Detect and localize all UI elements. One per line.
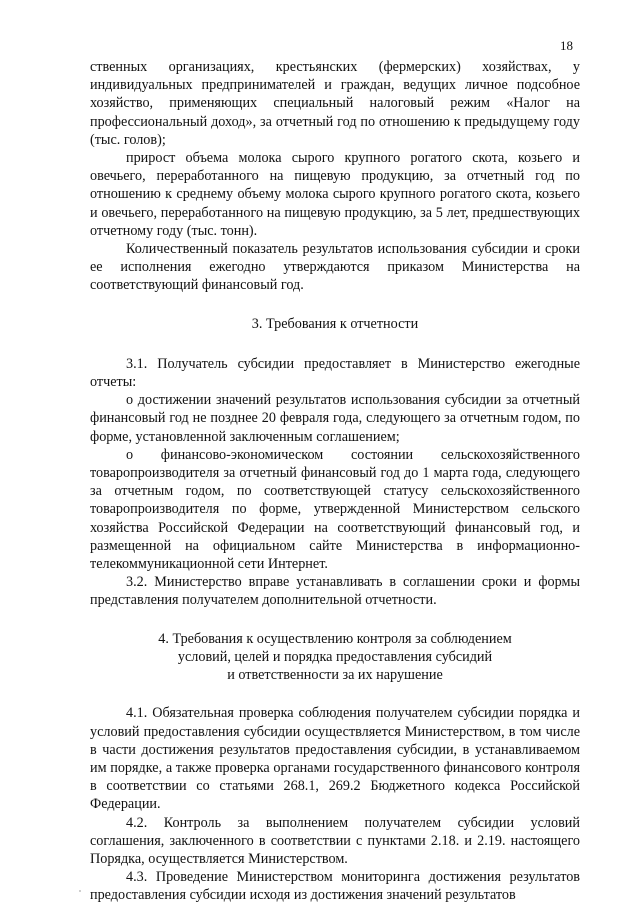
paragraph-continuation: ственных организациях, крестьянских (фермерских) хозяйствах, у индивидуальных предпринимателей и граждан, ведущих личное подсобное хозяйство, применяющих специальный налоговый режим «Налог на профессиональный доход», за отчетный год по отношению к предыдущему году (тыс. голов); bbox=[90, 59, 580, 148]
section-4-title-line: условий, целей и порядка предоставления субсидий bbox=[177, 648, 493, 665]
paragraph-3-2: 3.2. Министерство вправе устанавливать в соглашении сроки и формы представления получателем дополнительной отчетности. bbox=[90, 574, 580, 609]
paragraph-3-1: 3.1. Получатель субсидии предоставляет в Министерство ежегодные отчеты: bbox=[90, 355, 580, 391]
section-3-title: 3. Требования к отчетности bbox=[251, 315, 419, 332]
section-4-title-line: 4. Требования к осуществлению контроля за соблюдением bbox=[158, 630, 512, 647]
page-number: 18 bbox=[560, 38, 573, 53]
document-body bbox=[90, 58, 580, 905]
paragraph-4-2: 4.2. Контроль за выполнением получателем субсидии условий соглашения, заключенного в соответствии с пунктами 2.18. и 2.19. настоящего Порядка, осуществляется Министерством. bbox=[90, 814, 580, 867]
paragraph-milk-growth: прирост объема молока сырого крупного рогатого скота, козьего и овечьего, переработанного на пищевую продукцию, за отчетный год по отношению к среднему объему молока сырого крупного рогатого скота, козьего и овечьего, переработанного на пищевую продукцию, за 5 лет, предшествующих отчетному году (тыс. тонн). bbox=[90, 150, 580, 239]
paragraph-4-1: 4.1. Обязательная проверка соблюдения получателем субсидии порядка и условий предоставления субсидии осуществляется Министерством, в том числе в части достижения результатов предоставления субсидии, в устанавливаемом им порядке, а также проверка органами государственного финансового контроля в соответствии со статьями 268.1, 269.2 Бюджетного кодекса Российской Федерации. bbox=[90, 705, 580, 813]
scan-speck bbox=[79, 890, 81, 892]
section-4-title-line: и ответственности за их нарушение bbox=[227, 667, 443, 684]
section-4-title bbox=[90, 630, 580, 685]
paragraph-3-1-financial-report: о финансово-экономическом состоянии сельскохозяйственного товаропроизводителя за отчетный финансовый год до 1 марта года, следующего за отчетным годом, по соответствующей статусу сельскохозяйственного товаропроизводителя по форме, утвержденной Министерством сельского хозяйства Российской Федерации на соответствующий финансовый год, и размещенной на официальном сайте Министерства в информационно-телекоммуникационной сети Интернет. bbox=[90, 446, 580, 573]
paragraph-quantitative-indicator: Количественный показатель результатов использования субсидии и сроки ее исполнения ежегодно утверждаются приказом Министерства на соответствующий финансовый год. bbox=[90, 241, 580, 294]
paragraph-3-1-results-report: о достижении значений результатов использования субсидии за отчетный финансовый год не позднее 20 февраля года, следующего за отчетным годом, по форме, установленной заключенным соглашением; bbox=[90, 392, 580, 445]
paragraph-4-3: 4.3. Проведение Министерством мониторинга достижения результатов предоставления субсидии исходя из достижения значений результатов bbox=[90, 869, 580, 904]
